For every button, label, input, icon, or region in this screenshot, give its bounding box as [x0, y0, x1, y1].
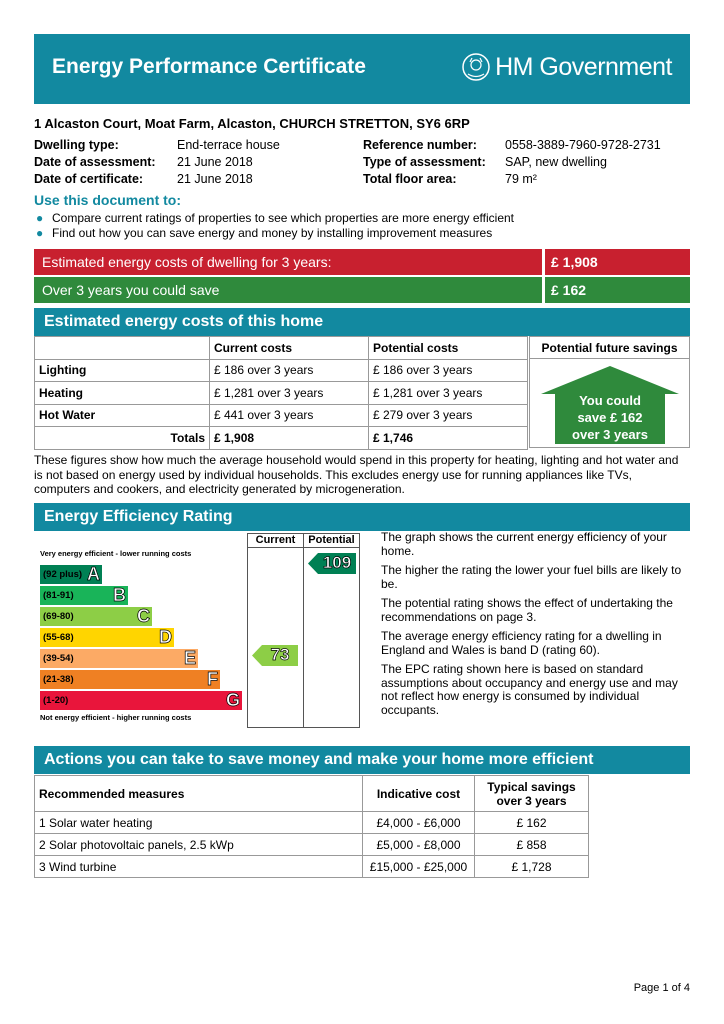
potential-rating-indicator: [308, 553, 356, 574]
rating-band-a: (92 plus) A: [40, 565, 102, 584]
rating-top-label: Very energy efficient - lower running costs: [40, 549, 192, 558]
rating-bands: [34, 532, 246, 728]
section-actions: Actions you can take to save money and make your home more efficient: [34, 746, 690, 774]
list-item: ● Compare current ratings of properties to see which properties are more energy efficient: [36, 211, 515, 225]
bullet-icon: ●: [36, 226, 44, 240]
government-name: HM Government: [495, 52, 672, 81]
page-header: [34, 34, 690, 104]
savings-value: £ 162: [545, 277, 690, 303]
costs-explanation: These figures show how much the average household would spend in this property for heating, lighting and hot water and is not based on energy used by individual households. This excludes energy use for running appliances like TVs, computers and cookers, and electricity generated by microgeneration.: [34, 453, 679, 496]
detail-date-of-certificate: Date of certificate: 21 June 2018: [34, 172, 253, 186]
estimated-costs-value: £ 1,908: [545, 249, 690, 275]
use-document-list: [34, 211, 514, 241]
bullet-icon: ●: [36, 211, 44, 225]
property-address: 1 Alcaston Court, Moat Farm, Alcaston, CHURCH STRETTON, SY6 6RP: [34, 116, 470, 131]
rating-band-g: (1-20) G: [40, 691, 242, 710]
current-rating-value: 73: [270, 645, 290, 664]
rating-band-c: (69-80) C: [40, 607, 152, 626]
table-row: 3 Wind turbine £15,000 - £25,000 £ 1,728: [35, 856, 589, 878]
estimated-costs-bar: Estimated energy costs of dwelling for 3 years: £ 1,908: [34, 249, 690, 275]
savings-arrow-text: You could save £ 162 over 3 years: [572, 393, 648, 442]
savings-bar: Over 3 years you could save £ 162: [34, 277, 690, 303]
use-document-heading: Use this document to:: [34, 192, 182, 208]
table-header-row: Recommended measures Indicative cost Typical savings over 3 years: [35, 776, 589, 812]
section-energy-efficiency-rating: Energy Efficiency Rating: [34, 503, 690, 531]
recommended-measures-table: [34, 775, 589, 878]
rating-band-d: (55-68) D: [40, 628, 174, 647]
detail-dwelling-type: Dwelling type: End-terrace house: [34, 138, 280, 152]
potential-rating-value: 109: [322, 553, 352, 572]
detail-date-of-assessment: Date of assessment: 21 June 2018: [34, 155, 253, 169]
rating-band-b: (81-91) B: [40, 586, 128, 605]
details-right: [363, 138, 683, 188]
table-header-row: Current costs Potential costs: [35, 337, 528, 360]
detail-total-floor-area: Total floor area: 79 m²: [363, 172, 537, 186]
section-energy-costs: Estimated energy costs of this home: [34, 308, 690, 336]
energy-costs-table: [34, 336, 528, 450]
table-row: Hot Water £ 441 over 3 years £ 279 over 3 years: [35, 404, 528, 427]
table-row: Lighting £ 186 over 3 years £ 186 over 3 years: [35, 359, 528, 382]
totals-row: Totals £ 1,908 £ 1,746: [35, 427, 528, 450]
rating-explanation: The graph shows the current energy efficiency of your home. The higher the rating the lower your fuel bills are likely to be. The potential rating shows the effect of undertaking the recommendations on page 3. The average energy efficiency rating for a dwelling in England and Wales is band D (rating 60). The EPC rating shown here is based on standard assumptions about occupancy and energy use and may not reflect how energy is consumed by individual occupants.: [381, 530, 682, 717]
hm-government-logo: [461, 52, 672, 82]
rating-band-f: (21-38) F: [40, 670, 220, 689]
current-column-header: Current: [255, 534, 296, 546]
detail-type-of-assessment: Type of assessment: SAP, new dwelling: [363, 155, 607, 169]
page-title: Energy Performance Certificate: [52, 55, 366, 78]
potential-savings-panel: Potential future savings You could save £ 162 over 3 years: [529, 336, 690, 448]
royal-crest-icon: [461, 52, 491, 82]
rating-band-e: (39-54) E: [40, 649, 198, 668]
table-row: 2 Solar photovoltaic panels, 2.5 kWp £5,000 - £8,000 £ 858: [35, 834, 589, 856]
page-number: Page 1 of 4: [633, 982, 690, 994]
detail-reference-number: Reference number: 0558-3889-7960-9728-2731: [363, 138, 661, 152]
potential-column-header: Potential: [308, 534, 355, 546]
rating-bottom-label: Not energy efficient - higher running costs: [40, 713, 192, 722]
list-item: ● Find out how you can save energy and money by installing improvement measures: [36, 226, 493, 240]
current-rating-indicator: [252, 645, 298, 666]
table-row: Heating £ 1,281 over 3 years £ 1,281 over 3 years: [35, 382, 528, 405]
table-row: 1 Solar water heating £4,000 - £6,000 £ 162: [35, 812, 589, 834]
column-divider: [247, 547, 360, 548]
details-left: [34, 138, 354, 188]
current-column: [247, 533, 304, 728]
